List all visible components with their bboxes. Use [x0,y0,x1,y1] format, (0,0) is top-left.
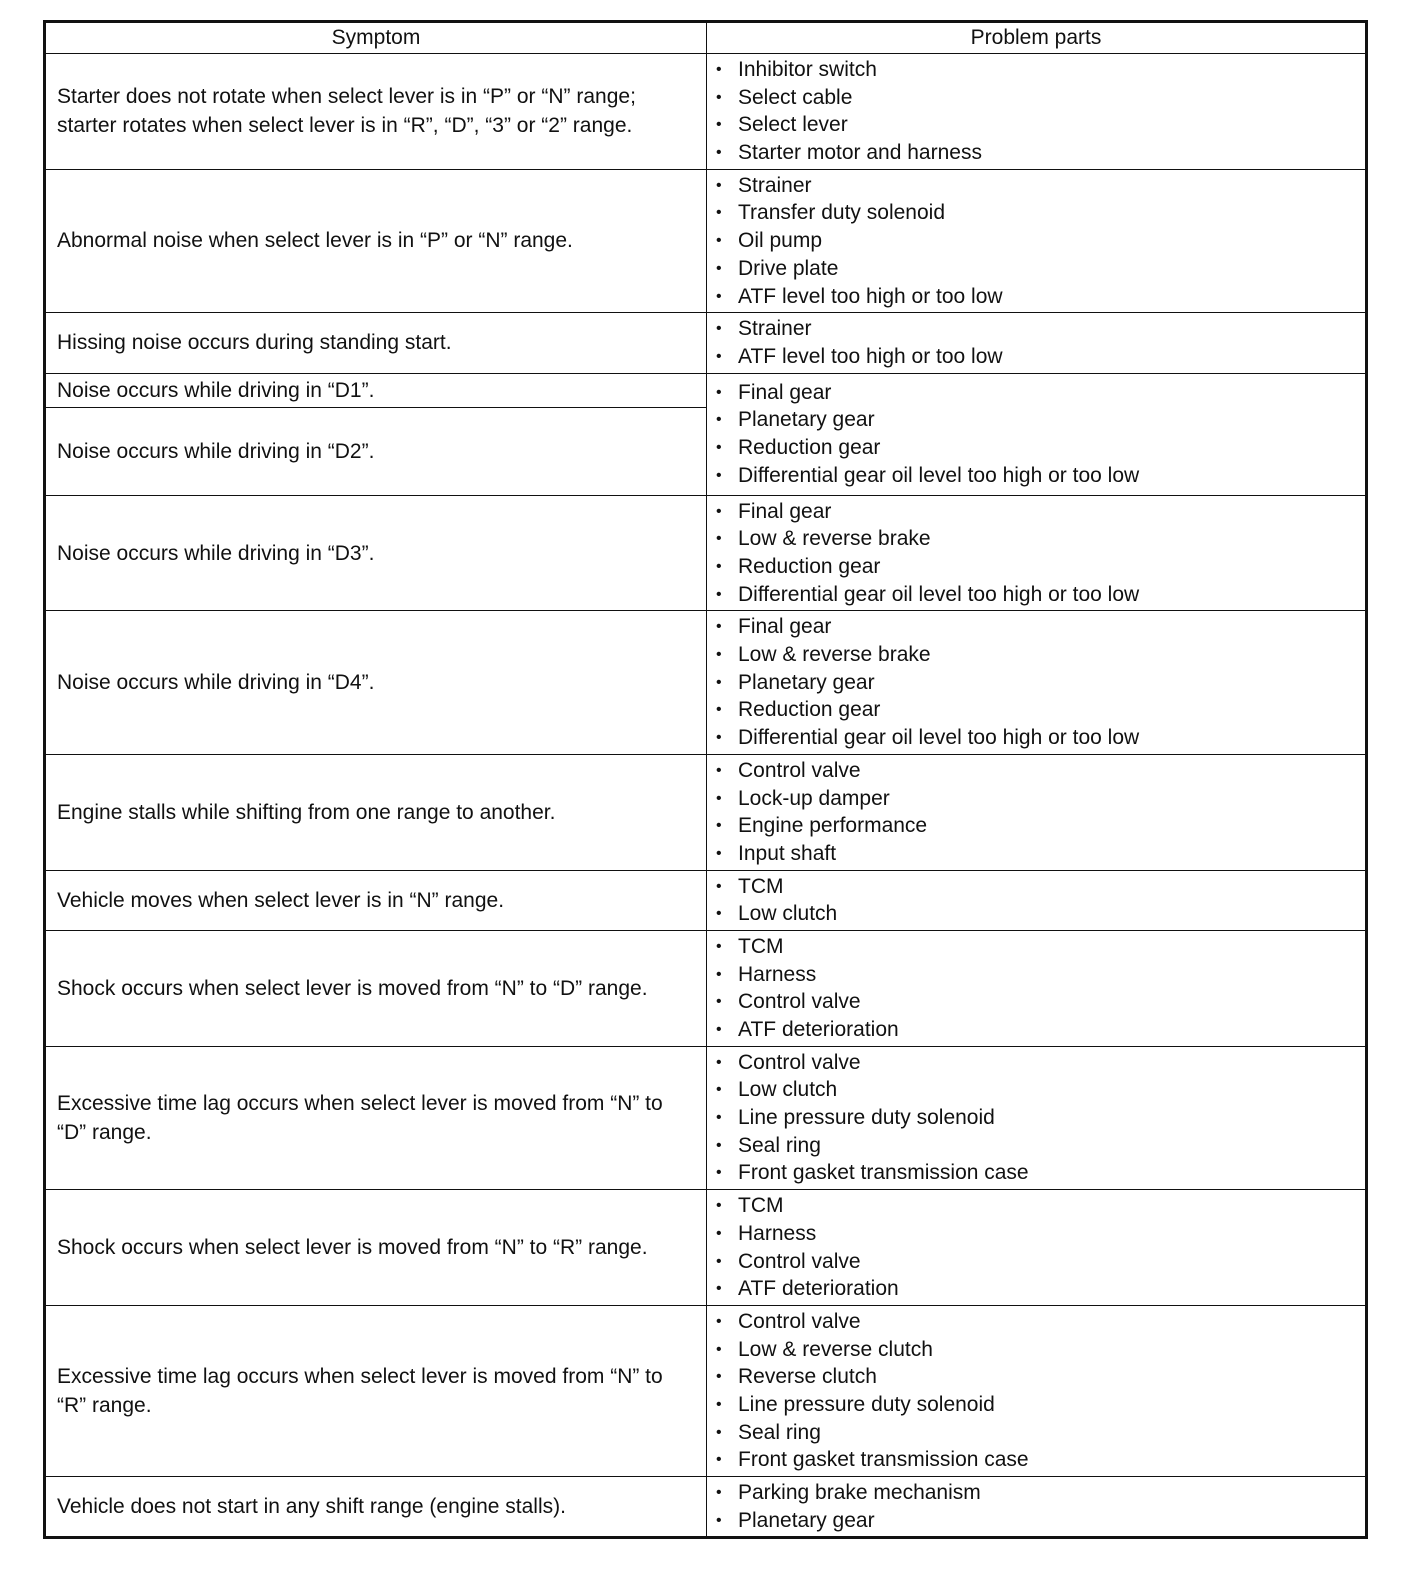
problem-part-item [716,613,1355,641]
problem-part-item [716,1363,1355,1391]
problem-part-text: Harness [738,962,817,986]
problem-part-text: Parking brake mechanism [738,1481,981,1505]
problem-part-text: Control valve [738,758,861,782]
problem-part-item [716,696,1355,724]
bullet-icon: • [716,466,722,484]
problem-part-text: Strainer [738,173,812,197]
problem-part-item [716,498,1355,526]
problem-part-text: Planetary gear [738,1508,875,1532]
problem-part-item [716,1192,1355,1220]
problem-part-text: ATF deterioration [738,1018,899,1042]
problem-part-text: Low & reverse clutch [738,1337,933,1361]
problem-part-item [716,641,1355,669]
symptom-cell: Vehicle does not start in any shift range (engine stalls). [45,1477,707,1538]
problem-part-text: Differential gear oil level too high or too low [738,726,1140,750]
problem-part-text: ATF level too high or too low [738,284,1003,308]
bullet-icon: • [716,844,722,862]
problem-part-item [716,1049,1355,1077]
symptom-column-header: Symptom [45,22,707,54]
bullet-icon: • [716,1021,722,1039]
symptom-cell: Vehicle moves when select lever is in “N” range. [45,870,707,930]
problem-part-item [716,1104,1355,1132]
bullet-icon: • [716,383,722,401]
problem-part-text: Control valve [738,990,861,1014]
problem-part-text: Low clutch [738,902,838,926]
problem-part-text: Final gear [738,499,832,523]
problem-part-text: Planetary gear [738,670,875,694]
problem-parts-cell [707,1305,1367,1476]
symptom-cell: Noise occurs while driving in “D4”. [45,611,707,754]
problem-part-text: Differential gear oil level too high or too low [738,582,1140,606]
bullet-icon: • [716,411,722,429]
bullet-icon: • [716,176,722,194]
problem-part-item [716,434,1355,462]
bullet-icon: • [716,204,722,222]
bullet-icon: • [716,116,722,134]
bullet-icon: • [716,530,722,548]
problem-parts-list [716,379,1355,490]
problem-part-item [716,812,1355,840]
table-row [45,313,1367,373]
problem-part-text: Oil pump [738,229,823,253]
problem-part-text: Drive plate [738,256,839,280]
bullet-icon: • [716,729,722,747]
bullet-icon: • [716,1484,722,1502]
table-row [45,611,1367,754]
symptom-cell: Abnormal noise when select lever is in “P” or “N” range. [45,169,707,312]
symptom-cell: Starter does not rotate when select lever is in “P” or “N” range; starter rotates when select lever is in “R”, “D”, “3” or “2” range. [45,54,707,170]
bullet-icon: • [716,1423,722,1441]
bullet-icon: • [716,61,722,78]
problem-part-text: Control valve [738,1050,861,1074]
bullet-icon: • [716,1340,722,1358]
problem-part-text: Reduction gear [738,698,881,722]
bullet-icon: • [716,877,722,895]
problem-part-item [716,961,1355,989]
problem-part-text: ATF deterioration [738,1277,899,1301]
problem-parts-cell [707,169,1367,312]
problem-part-text: Differential gear oil level too high or too low [738,463,1140,487]
problem-part-item [716,553,1355,581]
bullet-icon: • [716,673,722,691]
problem-part-text: Transfer duty solenoid [738,201,945,225]
problem-parts-list [716,757,1355,868]
bullet-icon: • [716,1224,722,1242]
problem-part-item [716,84,1355,112]
bullet-icon: • [716,1280,722,1298]
symptom-cell: Noise occurs while driving in “D1”. [45,373,707,407]
problem-part-item [716,1507,1355,1535]
problem-part-text: TCM [738,934,784,958]
symptom-cell: Excessive time lag occurs when select lever is moved from “N” to “D” range. [45,1046,707,1189]
problem-parts-list [716,1308,1355,1474]
problem-part-item [716,315,1355,343]
problem-part-item [716,255,1355,283]
symptom-cell: Excessive time lag occurs when select lever is moved from “N” to “R” range. [45,1305,707,1476]
bullet-icon: • [716,1395,722,1413]
problem-part-item [716,785,1355,813]
bullet-icon: • [716,558,722,576]
problem-part-item [716,933,1355,961]
symptom-cell: Noise occurs while driving in “D2”. [45,407,707,495]
table-row [45,1305,1367,1476]
problem-part-item [716,988,1355,1016]
bullet-icon: • [716,1081,722,1099]
bullet-icon: • [716,937,722,955]
problem-parts-list [716,172,1355,310]
symptom-cell: Hissing noise occurs during standing start. [45,313,707,373]
problem-part-text: Front gasket transmission case [738,1448,1029,1472]
problem-parts-list [716,498,1355,609]
problem-part-item [716,1076,1355,1104]
bullet-icon: • [716,817,722,835]
bullet-icon: • [716,347,722,365]
symptom-cell: Noise occurs while driving in “D3”. [45,495,707,611]
problem-part-text: TCM [738,1194,784,1218]
problem-part-item [716,525,1355,553]
problem-part-item [716,1220,1355,1248]
problem-part-item [716,379,1355,407]
problem-part-text: Reduction gear [738,436,881,460]
table-row [45,754,1367,870]
bullet-icon: • [716,502,722,520]
problem-part-text: Line pressure duty solenoid [738,1392,995,1416]
bullet-icon: • [716,439,722,457]
bullet-icon: • [716,1368,722,1386]
bullet-icon: • [716,618,722,636]
problem-part-text: Low clutch [738,1078,838,1102]
problem-part-text: Final gear [738,380,832,404]
problem-parts-list [716,613,1355,751]
bullet-icon: • [716,287,722,305]
problem-part-item [716,199,1355,227]
bullet-icon: • [716,259,722,277]
problem-part-item [716,1479,1355,1507]
problem-part-item [716,343,1355,371]
problem-part-item [716,1446,1355,1474]
problem-parts-cell [707,1046,1367,1189]
bullet-icon: • [716,965,722,983]
problem-part-item [716,1016,1355,1044]
troubleshooting-table [43,20,1368,1539]
problem-part-text: Reduction gear [738,555,881,579]
problem-part-text: TCM [738,874,784,898]
problem-part-text: Engine performance [738,814,928,838]
bullet-icon: • [716,1451,722,1469]
problem-part-text: Inhibitor switch [738,58,877,81]
bullet-icon: • [716,1164,722,1182]
problem-part-item [716,1391,1355,1419]
problem-part-item [716,1159,1355,1187]
problem-part-text: Control valve [738,1309,861,1333]
problem-part-text: Low & reverse brake [738,643,931,667]
problem-part-text: Front gasket transmission case [738,1161,1029,1185]
table-row [45,1477,1367,1538]
table-row [45,1046,1367,1189]
problem-part-text: Starter motor and harness [738,141,982,165]
bullet-icon: • [716,646,722,664]
table-row [45,1190,1367,1306]
problem-parts-list [716,1479,1355,1534]
problem-parts-cell [707,313,1367,373]
problem-part-text: Strainer [738,317,812,341]
problem-part-item [716,139,1355,167]
problem-part-text: Input shaft [738,841,837,865]
table-row [45,54,1367,170]
table-row [45,373,1367,407]
bullet-icon: • [716,1511,722,1529]
problem-part-item [716,56,1355,84]
problem-parts-cell [707,754,1367,870]
symptom-cell: Engine stalls while shifting from one range to another. [45,754,707,870]
problem-parts-cell [707,54,1367,170]
problem-part-item [716,900,1355,928]
bullet-icon: • [716,701,722,719]
problem-parts-list [716,933,1355,1044]
problem-part-item [716,840,1355,868]
problem-parts-cell [707,611,1367,754]
problem-part-item [716,462,1355,490]
problem-part-item [716,1275,1355,1303]
symptom-cell: Shock occurs when select lever is moved from “N” to “R” range. [45,1190,707,1306]
table-row [45,930,1367,1046]
problem-parts-cell [707,495,1367,611]
bullet-icon: • [716,789,722,807]
problem-parts-list [716,315,1355,370]
bullet-icon: • [716,88,722,106]
symptom-cell: Shock occurs when select lever is moved from “N” to “D” range. [45,930,707,1046]
problem-part-text: Low & reverse brake [738,527,931,551]
problem-part-text: Reverse clutch [738,1365,877,1389]
problem-part-text: Lock-up damper [738,786,890,810]
problem-part-item [716,757,1355,785]
problem-part-text: Seal ring [738,1420,821,1444]
problem-part-item [716,111,1355,139]
bullet-icon: • [716,1312,722,1330]
problem-part-item [716,1336,1355,1364]
problem-part-item [716,1248,1355,1276]
problem-parts-cell [707,373,1367,495]
problem-part-text: Select lever [738,113,848,137]
problem-part-item [716,1308,1355,1336]
problem-parts-column-header: Problem parts [707,22,1367,54]
bullet-icon: • [716,144,722,162]
bullet-icon: • [716,761,722,779]
header-row [45,22,1367,54]
bullet-icon: • [716,1136,722,1154]
problem-part-item [716,581,1355,609]
problem-part-text: Seal ring [738,1133,821,1157]
problem-part-text: Planetary gear [738,408,875,432]
problem-part-item [716,406,1355,434]
bullet-icon: • [716,905,722,923]
problem-part-item [716,1419,1355,1447]
table-row [45,169,1367,312]
bullet-icon: • [716,1252,722,1270]
table-row [45,870,1367,930]
problem-part-text: Line pressure duty solenoid [738,1106,995,1130]
problem-parts-cell [707,870,1367,930]
problem-parts-cell [707,1190,1367,1306]
bullet-icon: • [716,320,722,338]
problem-part-item [716,227,1355,255]
problem-part-item [716,283,1355,311]
table-body [45,54,1367,1538]
bullet-icon: • [716,993,722,1011]
problem-part-item [716,873,1355,901]
problem-parts-list [716,56,1355,167]
problem-part-text: Harness [738,1221,817,1245]
bullet-icon: • [716,1109,722,1127]
problem-part-item [716,1132,1355,1160]
problem-part-item [716,172,1355,200]
problem-part-item [716,669,1355,697]
table-row [45,495,1367,611]
problem-parts-list [716,1049,1355,1187]
problem-parts-cell [707,1477,1367,1538]
bullet-icon: • [716,1053,722,1071]
bullet-icon: • [716,1197,722,1215]
problem-parts-list [716,1192,1355,1303]
bullet-icon: • [716,232,722,250]
problem-part-text: Control valve [738,1249,861,1273]
problem-part-text: ATF level too high or too low [738,344,1003,368]
problem-parts-cell [707,930,1367,1046]
problem-part-item [716,724,1355,752]
problem-part-text: Final gear [738,615,832,639]
problem-part-text: Select cable [738,85,853,109]
problem-parts-list [716,873,1355,928]
bullet-icon: • [716,585,722,603]
